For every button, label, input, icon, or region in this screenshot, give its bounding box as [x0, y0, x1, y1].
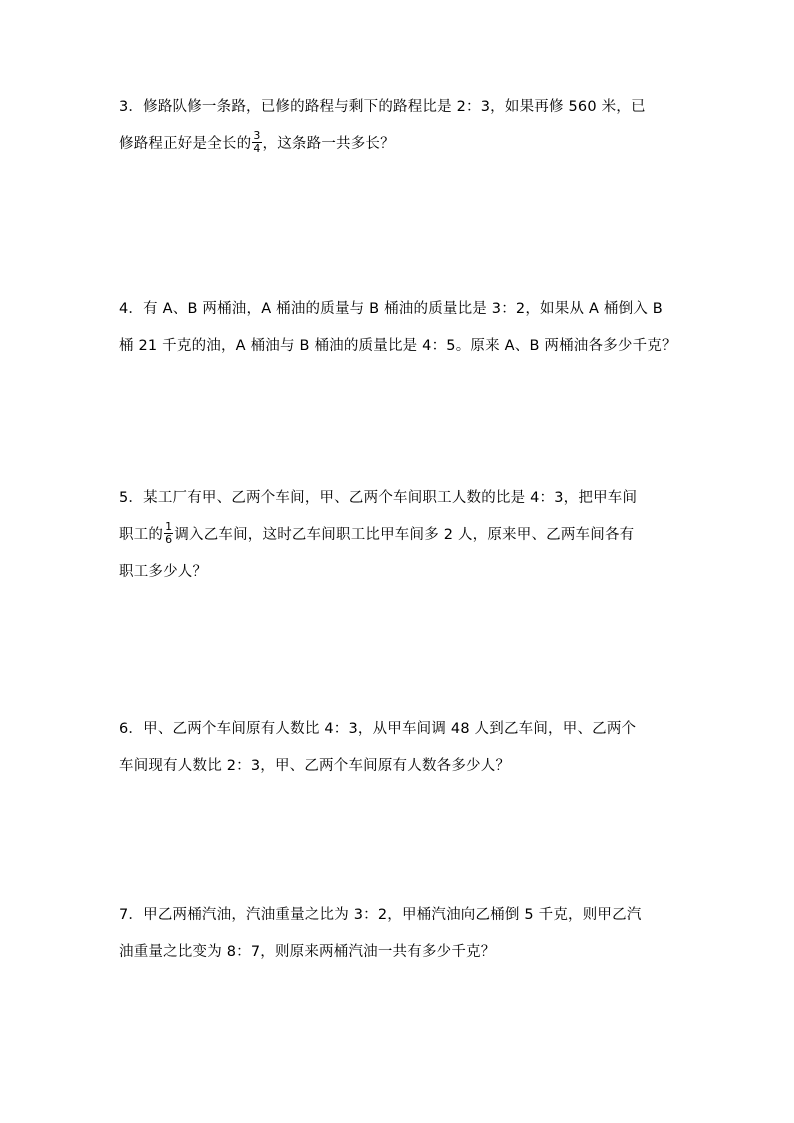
problem-5-line-2 — [119, 517, 679, 554]
problem-5-text-after-fraction: 调入乙车间，这时乙车间职工比甲车间多 2 人，原来甲、乙两车间各有 — [174, 527, 635, 543]
fraction-three-quarters — [252, 130, 261, 155]
problem-5-text-before-fraction: 职工的 — [119, 527, 164, 543]
problem-3-text-before-fraction: 修路程正好是全长的 — [119, 136, 252, 152]
problem-7 — [119, 897, 679, 971]
fraction-denominator: 6 — [165, 532, 173, 546]
problem-3-line-1: 3．修路队修一条路，已修的路程与剩下的路程比是 2：3，如果再修 560 米，已 — [119, 99, 646, 115]
problem-3-line-2 — [119, 126, 679, 163]
problem-4 — [119, 291, 679, 365]
fraction-numerator: 3 — [253, 128, 261, 142]
problem-4-line-2: 桶 21 千克的油，A 桶油与 B 桶油的质量比是 4：5。原来 A、B 两桶油各多少千克？ — [119, 338, 677, 354]
fraction-denominator: 4 — [253, 141, 261, 155]
problem-3-text-after-fraction: ，这条路一共多长？ — [262, 136, 395, 152]
problem-7-line-2: 油重量之比变为 8：7，则原来两桶汽油一共有多少千克？ — [119, 944, 496, 960]
problem-3 — [119, 89, 679, 163]
problem-5 — [119, 480, 679, 591]
problem-4-line-1: 4．有 A、B 两桶油，A 桶油的质量与 B 桶油的质量比是 3：2，如果从 A 桶倒入 B — [119, 301, 663, 317]
problem-5-line-3: 职工多少人？ — [119, 564, 208, 580]
problem-5-line-1: 5．某工厂有甲、乙两个车间，甲、乙两个车间职工人数的比是 4：3，把甲车间 — [119, 490, 638, 506]
problem-6-line-1: 6．甲、乙两个车间原有人数比 4：3，从甲车间调 48 人到乙车间，甲、乙两个 — [119, 721, 637, 737]
fraction-numerator: 1 — [165, 519, 173, 533]
fraction-one-sixth — [164, 521, 173, 546]
problem-6-line-2: 车间现有人数比 2：3，甲、乙两个车间原有人数各多少人？ — [119, 758, 511, 774]
problem-7-line-1: 7．甲乙两桶汽油，汽油重量之比为 3：2，甲桶汽油向乙桶倒 5 千克，则甲乙汽 — [119, 907, 642, 923]
problem-6 — [119, 711, 679, 785]
